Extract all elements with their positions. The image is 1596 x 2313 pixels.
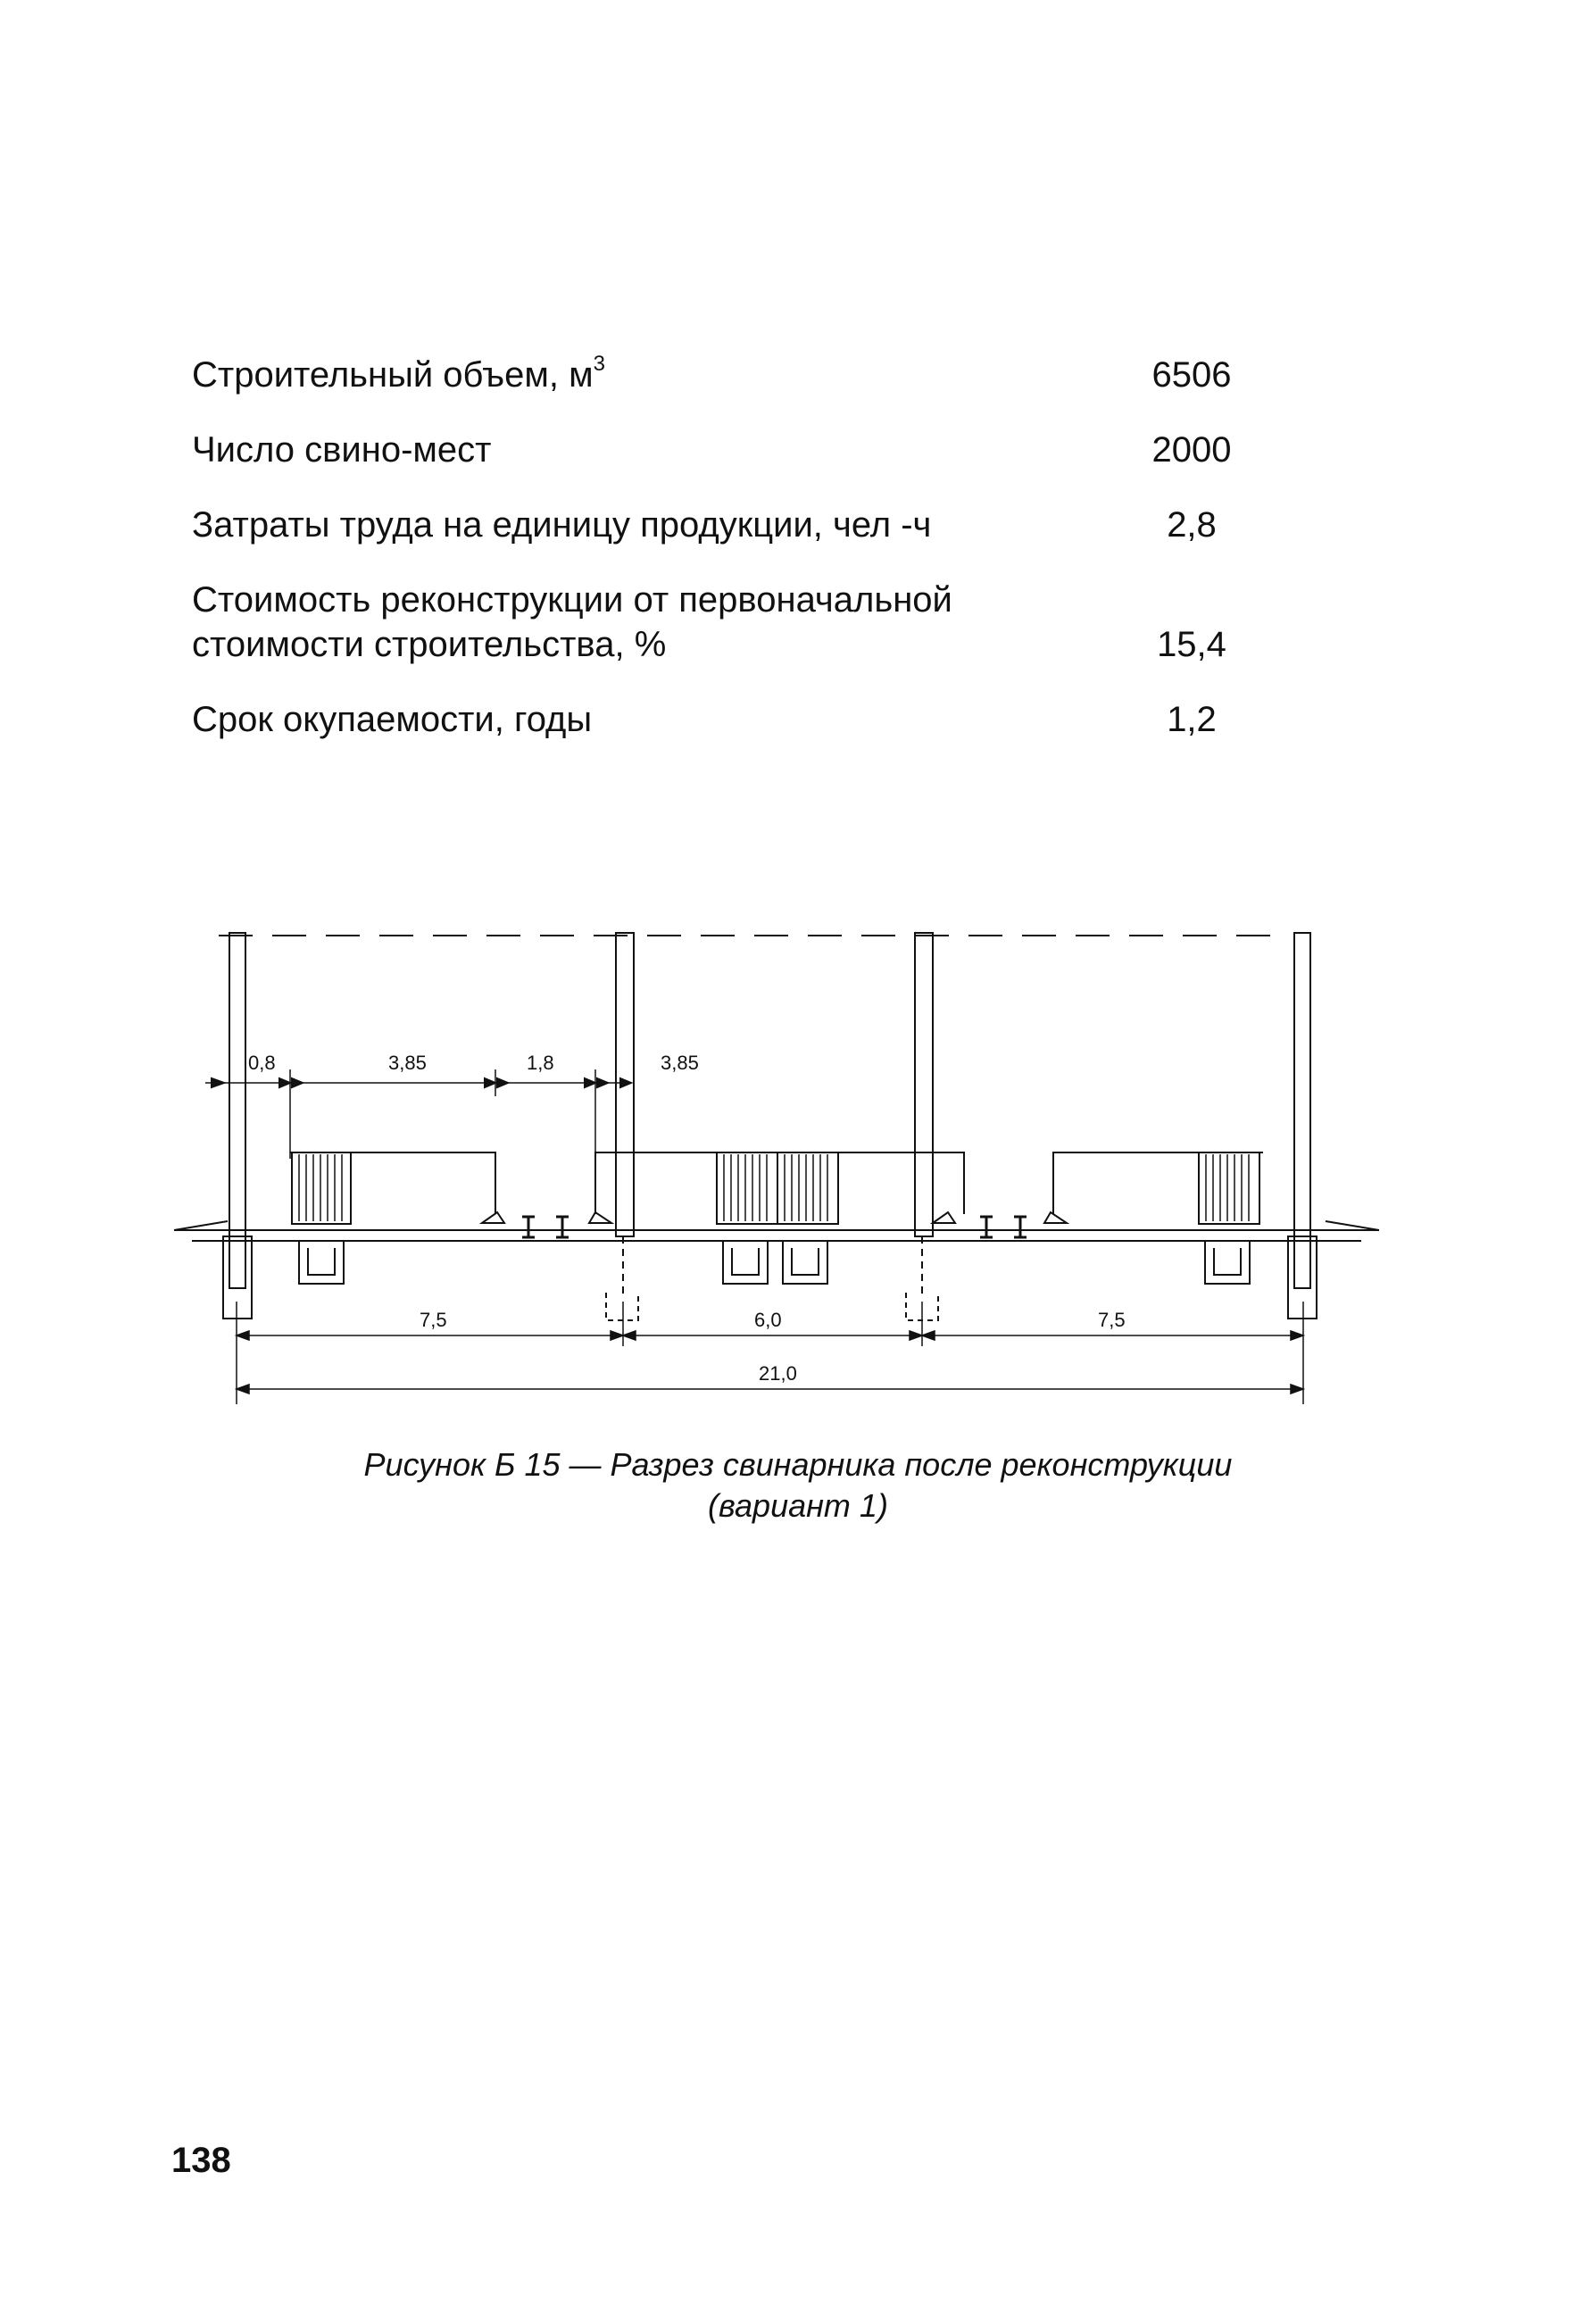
column-middle-right (906, 933, 938, 1320)
spec-row-reconstruction-cost (192, 578, 1263, 667)
caption-line2: (вариант 1) (708, 1487, 888, 1524)
spec-label: Строительный объем, м (192, 355, 594, 395)
manure-channels (299, 1241, 1250, 1284)
dim-label-top: 3,85 (388, 1052, 427, 1074)
column-middle-left (606, 933, 638, 1320)
figure-caption (0, 1444, 1596, 1527)
spec-row-labor-costs (192, 503, 1263, 547)
dim-label-top: 3,85 (661, 1052, 699, 1074)
spec-value: 1,2 (1167, 700, 1217, 739)
spec-row-pig-places (192, 428, 1263, 472)
spec-value: 15,4 (1157, 625, 1226, 664)
dim-label-top: 0,8 (248, 1052, 276, 1074)
spec-value: 6506 (1151, 355, 1232, 395)
feeders (292, 1152, 1259, 1224)
spec-value: 2000 (1151, 430, 1232, 470)
page-number: 138 (171, 2141, 231, 2180)
dim-label-span: 7,5 (420, 1309, 447, 1331)
spec-label-superscript: 3 (593, 352, 605, 376)
top-dimension-line (205, 1069, 631, 1159)
dim-label-top: 1,8 (527, 1052, 554, 1074)
dim-label-span: 6,0 (754, 1309, 782, 1331)
spec-label: Затраты труда на единицу продукции, чел -ч (192, 505, 932, 545)
building-section-drawing (165, 909, 1415, 1409)
spec-label: Срок окупаемости, годы (192, 700, 593, 739)
caption-line1: Рисунок Б 15 — Разрез свинарника после реконструкции (363, 1446, 1233, 1483)
specification-table (192, 353, 1263, 772)
spec-row-payback-period (192, 697, 1263, 742)
column-right (1288, 933, 1317, 1319)
dim-label-span: 7,5 (1098, 1309, 1126, 1331)
spec-label-line2: стоимости строительства, % (192, 625, 667, 664)
column-left (223, 933, 252, 1319)
spec-label-line1: Стоимость реконструкции от первоначальной (192, 580, 952, 620)
spec-label: Число свино-мест (192, 430, 492, 470)
spec-value: 2,8 (1167, 505, 1217, 545)
spec-row-building-volume (192, 353, 1263, 397)
dim-label-total: 21,0 (759, 1362, 797, 1385)
